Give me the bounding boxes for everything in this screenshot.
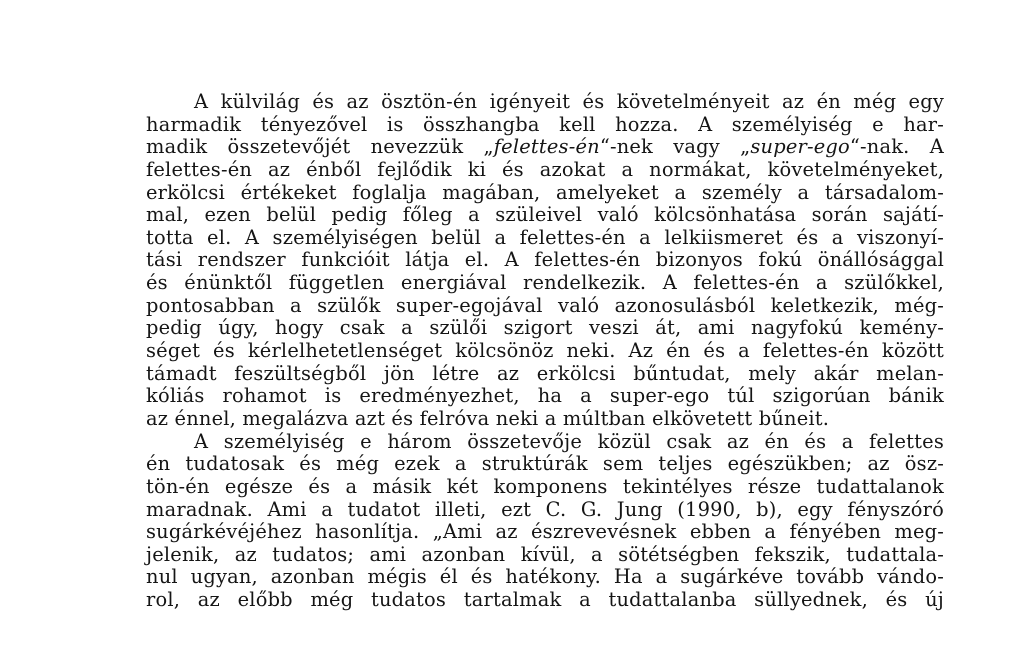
text-segment: jelenik, az tudatos; ami azonban kívül, a sötétségben fekszik, tudattala- [146, 542, 944, 566]
text-segment: sugárkévéjéhez hasonlítja. „Ami az észrevevésnek ebben a fényében meg- [146, 520, 944, 544]
text-segment: séget és kérlelhetetlenséget kölcsönöz neki. Az én és a felettes-én között [146, 339, 944, 363]
text-segment: felettes-én az énből fejlődik ki és azokat a normákat, követelményeket, [146, 157, 944, 181]
text-line [146, 499, 944, 522]
text-segment: pedig úgy, hogy csak a szülői szigort veszi át, ami nagyfokú kemény- [146, 316, 944, 340]
text-line [146, 476, 944, 499]
text-line [146, 249, 944, 272]
text-line [146, 91, 944, 114]
text-line [146, 204, 944, 227]
text-line [146, 566, 944, 589]
text-segment: “-nek vagy „ [599, 135, 751, 159]
body-text [146, 91, 944, 612]
italic-term: super-ego [750, 135, 850, 159]
text-segment: tön-én egésze és a másik két komponens tekintélyes része tudattalanok [146, 474, 944, 498]
text-segment: A külvilág és az ösztön-én igényeit és követelményeit az én még egy [194, 90, 944, 113]
text-segment: rol, az előbb még tudatos tartalmak a tudattalanba süllyednek, és új [146, 588, 944, 612]
italic-term: felettes-én [493, 135, 600, 159]
text-line [146, 114, 944, 137]
text-line [146, 453, 944, 476]
text-line [146, 521, 944, 544]
text-segment: és énünktől független energiával rendelkezik. A felettes-én a szülőkkel, [146, 271, 944, 295]
text-segment: “-nak. A [849, 135, 944, 159]
text-segment: kóliás rohamot is eredményezhet, ha a super-ego túl szigorúan bánik [146, 384, 944, 408]
text-line [146, 227, 944, 250]
text-segment: tási rendszer funkcióit látja el. A felettes-én bizonyos fokú önállósággal [146, 248, 944, 272]
text-line [146, 363, 944, 386]
text-segment: erkölcsi értékeket foglalja magában, amelyeket a személy a társadalom- [146, 180, 944, 204]
text-line [146, 136, 944, 159]
text-line [146, 431, 944, 454]
text-segment: támadt feszültségből jön létre az erkölcsi bűntudat, mely akár melan- [146, 361, 944, 385]
text-segment: madik összetevőjét nevezzük „ [146, 135, 494, 159]
text-line [146, 385, 944, 408]
text-line [146, 295, 944, 318]
text-line [146, 408, 944, 431]
text-line [146, 317, 944, 340]
text-segment: harmadik tényezővel is összhangba kell hozza. A személyiség e har- [146, 112, 944, 136]
text-line [146, 589, 944, 612]
text-segment: én tudatosak és még ezek a struktúrák sem teljes egészükben; az ösz- [146, 452, 944, 476]
text-line [146, 272, 944, 295]
text-segment: nul ugyan, azonban mégis él és hatékony. Ha a sugárkéve tovább vándo- [146, 565, 944, 589]
text-segment: pontosabban a szülők super-egojával való azonosulásból keletkezik, még- [146, 293, 944, 317]
text-segment: mal, ezen belül pedig főleg a szüleivel való kölcsönhatása során sajátí- [146, 203, 944, 227]
text-line [146, 340, 944, 363]
text-segment: az énnel, megalázva azt és felróva neki a múltban elkövetett bűneit. [146, 406, 830, 430]
text-segment: totta el. A személyiségen belül a felettes-én a lelkiismeret és a viszonyí- [146, 225, 944, 249]
text-segment: maradnak. Ami a tudatot illeti, ezt C. G. Jung (1990, b), egy fényszóró [146, 497, 944, 521]
text-line [146, 182, 944, 205]
text-segment: A személyiség e három összetevője közül csak az én és a felettes [194, 429, 944, 453]
text-line [146, 159, 944, 182]
text-line [146, 544, 944, 567]
